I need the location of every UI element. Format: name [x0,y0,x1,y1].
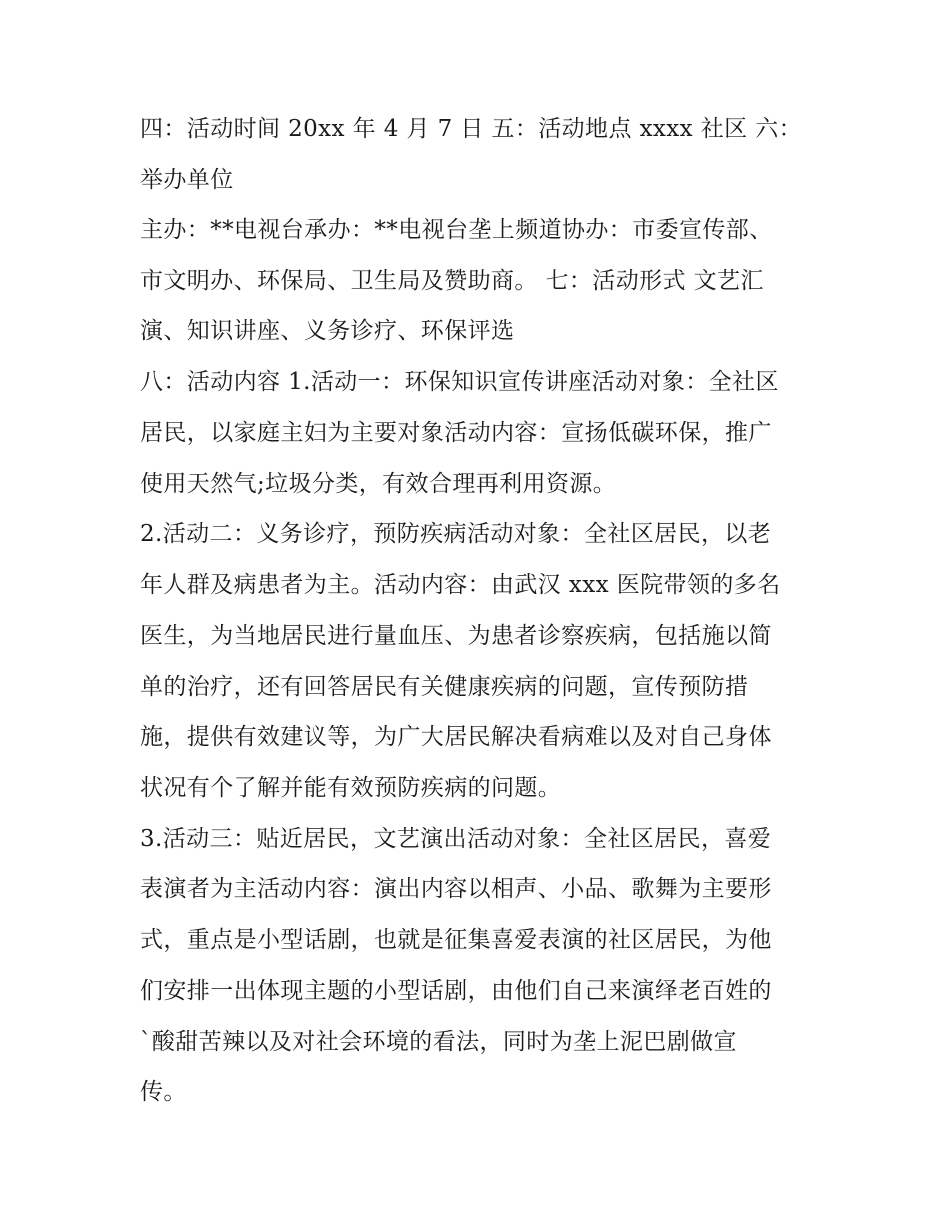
text-line: `酸甜苦辣以及对社会环境的看法，同时为垄上泥巴剧做宣 [140,1029,737,1055]
text-line: 传。 [140,1079,187,1105]
text-line: 施，提供有效建议等，为广大居民解决看病难以及对自己身体 [140,724,772,750]
text-line: 状况有个了解并能有效预防疾病的问题。 [140,775,562,801]
text-line: 3.活动三：贴近居民，文艺演出活动对象：全社区居民，喜爱 [140,826,772,852]
text-line: 演、知识讲座、义务诊疗、环保评选 [140,318,515,344]
text-line: 2.活动二：义务诊疗，预防疾病活动对象：全社区居民，以老 [140,521,772,547]
text-line: 主办：**电视台承办：**电视台垄上频道协办：市委宣传部、 [140,217,773,243]
text-line: 居民，以家庭主妇为主要对象活动内容：宣扬低碳环保，推广 [140,420,772,446]
text-line: 市文明办、环保局、卫生局及赞助商。 七：活动形式 文艺汇 [140,268,764,294]
text-line: 式，重点是小型话剧，也就是征集喜爱表演的社区居民，为他 [140,927,772,953]
text-line: 们安排一出体现主题的小型话剧，由他们自己来演绎老百姓的 [140,978,772,1004]
text-line: 四：活动时间 20xx 年 4 月 7 日 五：活动地点 xxxx 社区 六： [140,116,803,142]
text-line: 表演者为主活动内容：演出内容以相声、小品、歌舞为主要形 [140,876,772,902]
text-line: 使用天然气;垃圾分类，有效合理再利用资源。 [140,471,617,497]
text-line: 医生，为当地居民进行量血压、为患者诊察疾病，包括施以简 [140,623,772,649]
text-line: 年人群及病患者为主。活动内容：由武汉 xxx 医院带领的多名 [140,572,781,598]
text-line: 举办单位 [140,167,234,193]
text-line: 八：活动内容 1.活动一：环保知识宣传讲座活动对象：全社区 [140,369,779,395]
text-line: 单的治疗，还有回答居民有关健康疾病的问题，宣传预防措 [140,674,749,700]
